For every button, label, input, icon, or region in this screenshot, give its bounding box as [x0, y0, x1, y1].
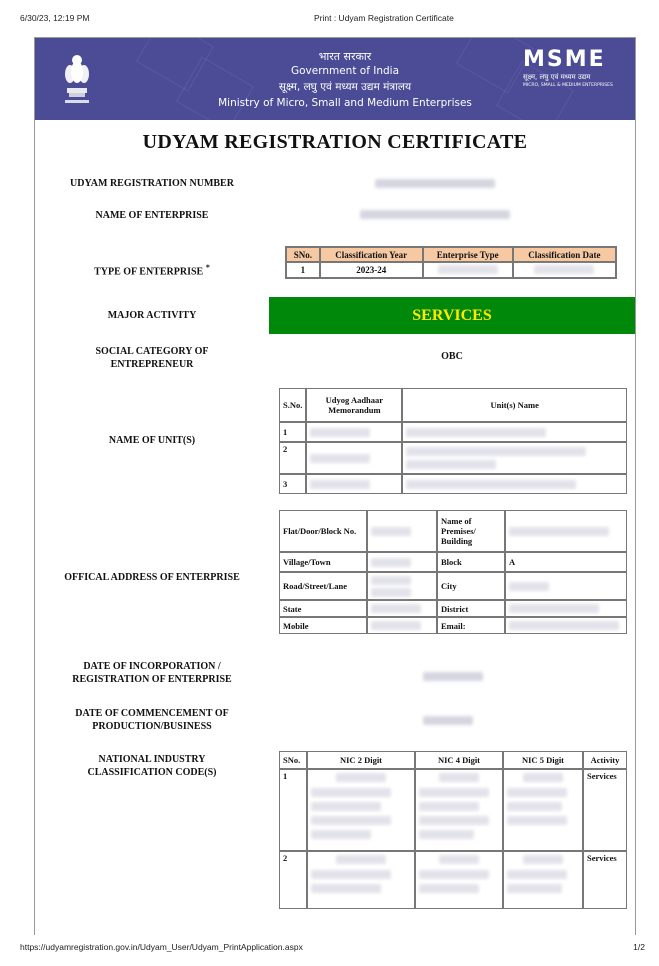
incorporation-label-line2: REGISTRATION OF ENTERPRISE: [72, 674, 232, 685]
type-label-text: TYPE OF ENTERPRISE: [94, 266, 204, 278]
major-activity-value: SERVICES: [269, 297, 635, 334]
nic-th-activity: Activity: [583, 751, 627, 769]
nic-th-4digit: NIC 4 Digit: [415, 751, 503, 769]
ministry-banner: [35, 38, 635, 120]
address-label: OFFICAL ADDRESS OF ENTERPRISE: [64, 572, 240, 583]
address-state-label: State: [279, 600, 367, 617]
address-city-label: City: [437, 572, 505, 600]
address-road-value-redacted: [367, 572, 437, 600]
nic-label-line1: NATIONAL INDUSTRY: [98, 754, 206, 765]
type-label: [35, 261, 269, 278]
table-row: [279, 510, 627, 552]
print-doc-title: Print : Udyam Registration Certificate: [314, 13, 454, 23]
type-th-date: Classification Date: [513, 247, 616, 262]
address-flat-value-redacted: [367, 510, 437, 552]
incorporation-label-line1: DATE OF INCORPORATION /: [83, 661, 221, 672]
address-district-value-redacted: [505, 600, 627, 617]
address-premises-label: Name of Premises/ Building: [437, 510, 505, 552]
nic-row-2digit-redacted: [307, 851, 415, 909]
msme-logo-hindi: सूक्ष्म, लघु एवं मध्यम उद्यम: [523, 73, 591, 81]
table-row: [279, 474, 627, 494]
type-td-sno: 1: [286, 262, 320, 278]
major-activity-label: MAJOR ACTIVITY: [107, 310, 197, 321]
table-row: [279, 769, 627, 851]
nic-row-activity: Services: [583, 769, 627, 851]
print-url: https://udyamregistration.gov.in/Udyam_User/Udyam_PrintApplication.aspx: [20, 942, 303, 952]
unit-names-label: NAME OF UNIT(S): [108, 435, 196, 446]
address-email-value-redacted: [505, 617, 627, 634]
nic-table-header: [279, 751, 627, 769]
national-emblem-icon: [59, 48, 95, 110]
certificate: [34, 37, 636, 935]
address-block-label: Block: [437, 552, 505, 572]
reg-number-value-redacted: [375, 179, 495, 188]
unit-row-aadhaar-redacted: [306, 422, 402, 442]
type-th-sno: SNo.: [286, 247, 320, 262]
address-premises-value-redacted: [505, 510, 627, 552]
address-district-label: District: [437, 600, 505, 617]
nic-th-5digit: NIC 5 Digit: [503, 751, 583, 769]
nic-row-sno: 1: [279, 769, 307, 851]
address-email-label: Email:: [437, 617, 505, 634]
table-row: [286, 262, 616, 278]
enterprise-name-value-redacted: [360, 210, 510, 219]
address-block-value: A: [505, 552, 627, 572]
unit-th-sno: S.No.: [279, 388, 306, 422]
nic-row-sno: 2: [279, 851, 307, 909]
certificate-title: UDYAM REGISTRATION CERTIFICATE: [142, 131, 528, 153]
social-category-value: OBC: [441, 351, 463, 362]
unit-row-sno: 2: [279, 442, 306, 474]
table-row: [279, 422, 627, 442]
address-city-value-redacted: [505, 572, 627, 600]
hindi-govt-text: भारत सरकार: [318, 50, 372, 63]
unit-row-name-redacted: [402, 422, 627, 442]
unit-row-aadhaar-redacted: [306, 474, 402, 494]
nic-row-activity: Services: [583, 851, 627, 909]
type-th-enterprise-type: Enterprise Type: [423, 247, 513, 262]
nic-label: [35, 753, 269, 779]
social-category-label-line1: SOCIAL CATEGORY OF: [95, 346, 209, 357]
unit-table-header: [279, 388, 627, 422]
commencement-label: [35, 707, 269, 733]
table-row: [279, 572, 627, 600]
social-category-label: [35, 345, 269, 371]
nic-row-5digit-redacted: [503, 851, 583, 909]
reg-number-label: UDYAM REGISTRATION NUMBER: [70, 178, 234, 189]
msme-logo: [523, 48, 618, 103]
address-state-value-redacted: [367, 600, 437, 617]
table-row: [279, 851, 627, 909]
print-page-number: 1/2: [633, 942, 645, 952]
address-mobile-value-redacted: [367, 617, 437, 634]
nic-row-5digit-redacted: [503, 769, 583, 851]
address-table: [279, 510, 627, 634]
table-row: [279, 442, 627, 474]
msme-logo-english: MICRO, SMALL & MEDIUM ENTERPRISES: [523, 83, 613, 88]
nic-row-4digit-redacted: [415, 851, 503, 909]
nic-row-4digit-redacted: [415, 769, 503, 851]
address-mobile-label: Mobile: [279, 617, 367, 634]
table-row: [279, 600, 627, 617]
address-village-value-redacted: [367, 552, 437, 572]
unit-row-sno: 1: [279, 422, 306, 442]
print-footer: [0, 942, 659, 954]
msme-logo-letters: MSME: [523, 47, 606, 72]
commencement-label-line2: PRODUCTION/BUSINESS: [92, 721, 212, 732]
govt-text: Government of India: [290, 65, 400, 77]
unit-th-aadhaar: Udyog Aadhaar Memorandum: [306, 388, 402, 422]
commencement-label-line1: DATE OF COMMENCEMENT OF: [75, 708, 229, 719]
type-td-year: 2023-24: [320, 262, 423, 278]
unit-table: [279, 388, 627, 494]
type-td-enterprise-type: [423, 262, 513, 278]
nic-th-sno: SNo.: [279, 751, 307, 769]
type-label-mark: *: [205, 263, 210, 272]
enterprise-name-label: NAME OF ENTERPRISE: [95, 210, 209, 221]
unit-row-aadhaar-redacted: [306, 442, 402, 474]
incorporation-value-redacted: [423, 672, 483, 681]
type-th-year: Classification Year: [320, 247, 423, 262]
nic-label-line2: CLASSIFICATION CODE(S): [87, 767, 217, 778]
address-road-label: Road/Street/Lane: [279, 572, 367, 600]
table-row: [279, 617, 627, 634]
incorporation-label: [35, 660, 269, 686]
type-table-header: [286, 247, 616, 262]
type-td-date: [513, 262, 616, 278]
type-table: [285, 246, 617, 279]
nic-row-2digit-redacted: [307, 769, 415, 851]
table-row: [279, 552, 627, 572]
address-flat-label: Flat/Door/Block No.: [279, 510, 367, 552]
print-header: [0, 13, 659, 25]
unit-th-name: Unit(s) Name: [402, 388, 627, 422]
commencement-value-redacted: [423, 716, 473, 725]
address-village-label: Village/Town: [279, 552, 367, 572]
ministry-text: Ministry of Micro, Small and Medium Enterprises: [218, 97, 472, 109]
unit-row-name-redacted: [402, 474, 627, 494]
hindi-ministry-text: सूक्ष्म, लघु एवं मध्यम उद्यम मंत्रालय: [278, 81, 412, 93]
nic-table: [279, 751, 627, 909]
nic-th-2digit: NIC 2 Digit: [307, 751, 415, 769]
unit-row-sno: 3: [279, 474, 306, 494]
print-datetime: 6/30/23, 12:19 PM: [20, 13, 90, 23]
social-category-label-line2: ENTREPRENEUR: [110, 359, 194, 370]
unit-row-name-redacted: [402, 442, 627, 474]
banner-text: [185, 50, 505, 111]
